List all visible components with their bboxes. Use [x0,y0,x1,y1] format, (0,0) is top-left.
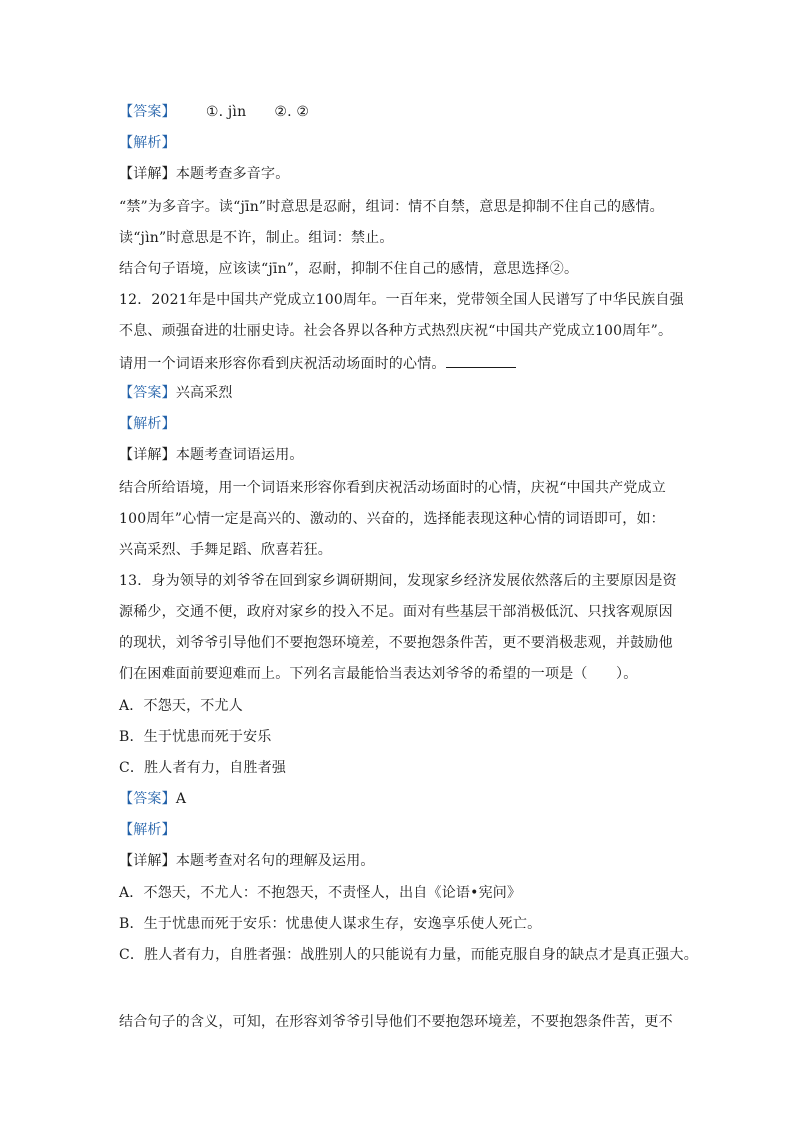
q11-analysis-heading [119,134,176,152]
q13-answer-line [119,790,186,808]
q13-detail-text: 本题考查对名句的理解及运用。 [175,853,375,869]
q12-stem-3-text: 请用一个词语来形容你看到庆祝活动场面时的心情。 [119,356,446,372]
q12-stem-3 [119,353,516,373]
q12-answer-line [119,384,233,402]
q13-explanation-c: C．胜人者有力，自胜者强：战胜别人的只能说有力量，而能克服自身的缺点才是真正强大。 [119,947,698,963]
q11-detail-line [119,165,289,183]
answer-blank [446,353,516,368]
q12-explanation-1: 结合所给语境，用一个词语来形容你看到庆祝活动场面时的心情，庆祝“中国共产党成立 [119,480,666,496]
q12-stem-2: 不息、顽强奋进的壮丽史诗。社会各界以各种方式热烈庆祝“中国共产党成立100周年”。 [119,323,673,339]
q11-explanation-1: “禁”为多音字。读“jīn”时意思是忍耐，组词：情不自禁，意思是抑制不住自己的感情。 [119,199,664,215]
q13-explanation-final: 结合句子的含义，可知，在形容刘爷爷引导他们不要抱怨环境差，不要抱怨条件苦，更不 [119,1014,673,1030]
q13-answer: A [175,791,187,807]
q12-stem-1: 12．2021年是中国共产党成立100周年。一百年来，党带领全国人民谱写了中华民族自强 [119,292,684,308]
q12-explanation-2: 100周年”心情一定是高兴的、激动的、兴奋的，选择能表现这种心情的词语即可，如： [119,511,665,527]
answer-tag: 【答案】 [119,104,176,120]
q12-explanation-3: 兴高采烈、手舞足蹈、欣喜若狂。 [119,542,332,558]
analysis-tag: 【解析】 [119,822,176,838]
q13-explanation-a: A．不怨天，不尤人：不抱怨天，不责怪人，出自《论语•宪问》 [119,885,522,901]
q13-option-c: C．胜人者有力，自胜者强 [119,760,287,776]
q13-stem-3: 的现状，刘爷爷引导他们不要抱怨环境差，不要抱怨条件苦，更不要消极悲观，并鼓励他 [119,635,673,651]
q13-detail-line [119,852,375,870]
detail-tag: 【详解】 [119,166,176,182]
q13-stem-4: 们在困难面前要迎难而上。下列名言最能恰当表达刘爷爷的希望的一项是（ ）。 [119,666,638,682]
q12-detail-line [119,446,304,464]
q11-explanation-3: 结合句子语境，应该读“jīn”，忍耐，抑制不住自己的感情，意思选择②。 [119,261,579,277]
q12-answer: 兴高采烈 [175,385,233,401]
q11-answer-1: ①. jìn [205,104,247,120]
answer-tag: 【答案】 [119,791,176,807]
q11-detail-text: 本题考查多音字。 [175,166,290,182]
q12-detail-text: 本题考查词语运用。 [175,447,304,463]
q13-analysis-heading [119,821,176,839]
q13-stem-1: 13．身为领导的刘爷爷在回到家乡调研期间，发现家乡经济发展依然落后的主要原因是资 [119,573,677,589]
q11-answer-line [119,103,309,121]
detail-tag: 【详解】 [119,853,176,869]
q11-answer-2: ②. ② [274,104,310,120]
detail-tag: 【详解】 [119,447,176,463]
q11-explanation-2: 读“jìn”时意思是不许，制止。组词：禁止。 [119,230,394,246]
q13-option-b: B．生于忧患而死于安乐 [119,729,272,745]
analysis-tag: 【解析】 [119,135,176,151]
answer-tag: 【答案】 [119,385,176,401]
q13-explanation-b: B．生于忧患而死于安乐：忧患使人谋求生存，安逸享乐使人死亡。 [119,916,542,932]
analysis-tag: 【解析】 [119,416,176,432]
q12-analysis-heading [119,415,176,433]
q13-stem-2: 源稀少，交通不便，政府对家乡的投入不足。面对有些基层干部消极低沉、只找客观原因 [119,604,673,620]
q13-option-a: A．不怨天，不尤人 [119,698,243,714]
